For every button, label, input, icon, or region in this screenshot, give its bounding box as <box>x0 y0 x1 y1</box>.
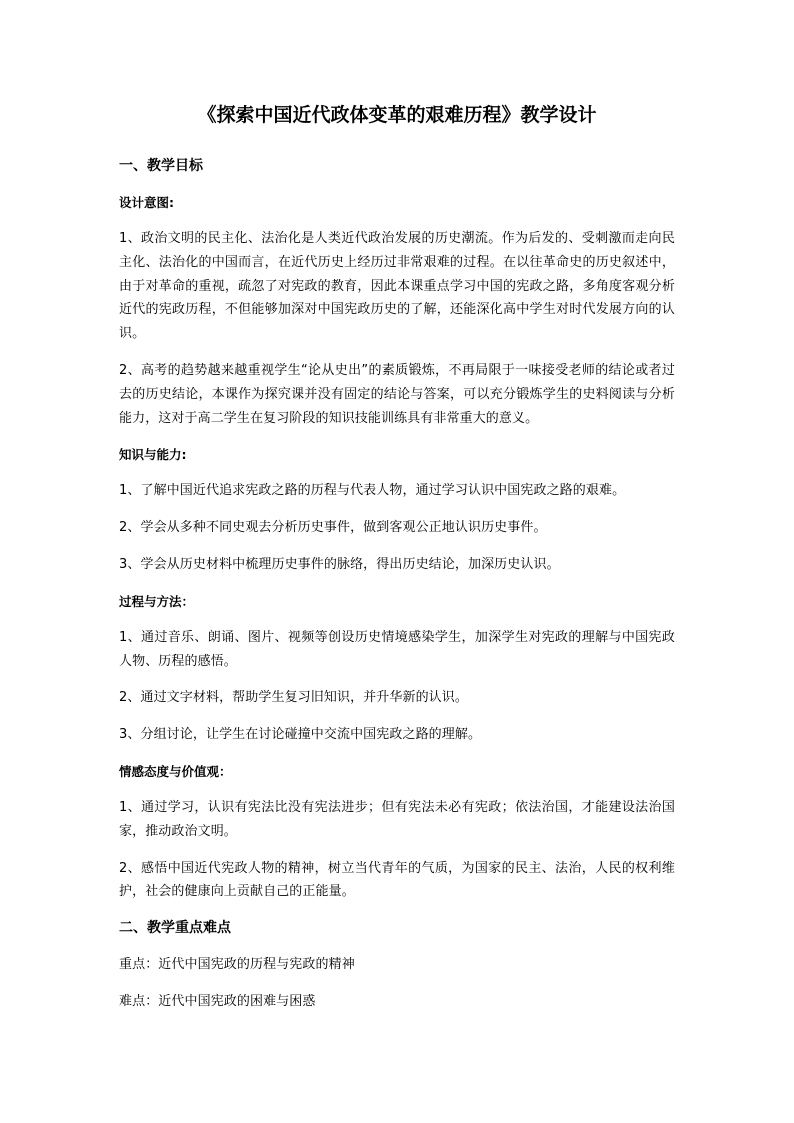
paragraph: 3、分组讨论，让学生在讨论碰撞中交流中国宪政之路的理解。 <box>119 727 482 743</box>
section-heading-key-points: 二、教学重点难点 <box>119 920 231 937</box>
paragraph: 1、政治文明的民主化、法治化是人类近代政治发展的历史潮流。作为后发的、受刺激而走向民主化、法治化的中国而言，在近代历史上经历过非常艰难的过程。在以往革命史的历史叙述中，由于对革命的重视，疏忽了对宪政的教育，因此本课重点学习中国的宪政之路，多角度客观分析近代的宪政历程，不但能够加深对中国宪政历史的了解，还能深化高中学生对时代发展方向的认识。 <box>119 231 675 342</box>
paragraph: 2、高考的趋势越来越重视学生“论从史出”的素质锻炼，不再局限于一味接受老师的结论或者过去的历史结论，本课作为探究课并没有固定的结论与答案，可以充分锻炼学生的史料阅读与分析能力，这对于高二学生在复习阶段的知识技能训练具有非常重大的意义。 <box>119 362 675 426</box>
document-page <box>119 100 675 1027</box>
paragraph: 2、通过文字材料，帮助学生复习旧知识，并升华新的认识。 <box>119 690 468 706</box>
section-heading-objectives: 一、教学目标 <box>119 158 203 174</box>
paragraph: 1、了解中国近代追求宪政之路的历程与代表人物，通过学习认识中国宪政之路的艰难。 <box>119 483 626 499</box>
subheading-design-intent: 设计意图: <box>119 195 174 210</box>
document-title: 《探索中国近代政体变革的艰难历程》教学设计 <box>197 104 597 126</box>
key-point-text: 重点：近代中国宪政的历程与宪政的精神 <box>119 957 355 973</box>
paragraph: 3、学会从历史材料中梳理历史事件的脉络，得出历史结论，加深历史认识。 <box>119 556 560 572</box>
paragraph: 1、通过学习，认识有宪法比没有宪法进步；但有宪法未必有宪政；依法治国，才能建设法治国家，推动政治文明。 <box>119 799 675 839</box>
subheading-process: 过程与方法： <box>119 593 195 609</box>
paragraph: 2、感悟中国近代宪政人物的精神，树立当代青年的气质，为国家的民主、法治，人民的权利维护，社会的健康向上贡献自己的正能量。 <box>119 860 675 900</box>
subheading-knowledge: 知识与能力: <box>119 447 187 463</box>
paragraph: 2、学会从多种不同史观去分析历史事件，做到客观公正地认识历史事件。 <box>119 520 547 536</box>
paragraph: 1、通过音乐、朗诵、图片、视频等创设历史情境感染学生，加深学生对宪政的理解与中国宪政人物、历程的感悟。 <box>119 629 675 669</box>
subheading-emotion: 情感态度与价值观： <box>119 763 232 779</box>
difficult-point-text: 难点：近代中国宪政的困难与困惑 <box>119 993 316 1009</box>
